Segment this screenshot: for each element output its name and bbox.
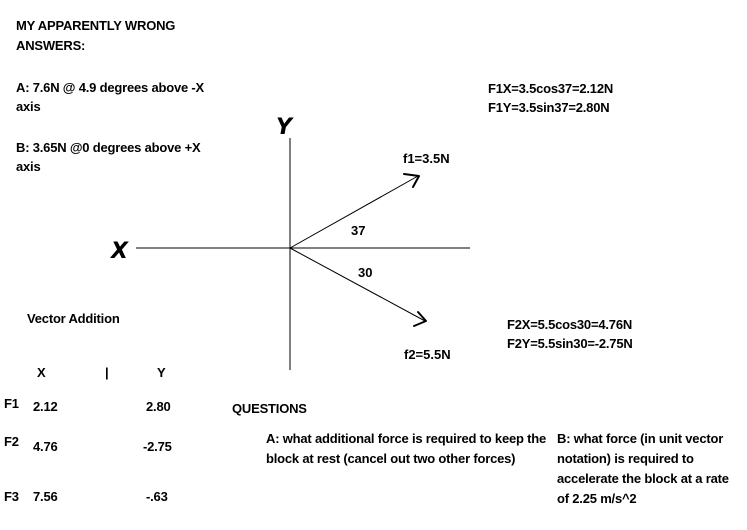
table-header-x: X	[37, 365, 46, 380]
table-row-f3-y: -.63	[146, 489, 168, 504]
table-row-f2-x: 4.76	[33, 439, 58, 454]
f1y-component: F1Y=3.5sin37=2.80N	[488, 100, 610, 115]
answer-a-line1: A: 7.6N @ 4.9 degrees above -X	[16, 80, 205, 95]
question-b: B: what force (in unit vector notation) is required to accelerate the block at a rate of 2.25 m/s^2	[557, 431, 729, 506]
question-a: A: what additional force is required to keep the block at rest (cancel out two other forces)	[266, 431, 547, 466]
table-row-f1-y: 2.80	[146, 399, 171, 414]
table-row-f1-x: 2.12	[33, 399, 58, 414]
answer-a-line2: axis	[16, 99, 41, 114]
answer-b-line1: B: 3.65N @0 degrees above +X	[16, 140, 201, 155]
angle2-label: 30	[358, 265, 373, 280]
answers-heading-line1: MY APPARENTLY WRONG	[16, 18, 176, 33]
f2-vector-line	[290, 248, 425, 321]
x-axis-label: X	[111, 239, 128, 264]
table-row-f2-label: F2	[4, 434, 19, 449]
f1-label: f1=3.5N	[403, 151, 450, 166]
f2x-component: F2X=5.5cos30=4.76N	[507, 317, 633, 332]
f2-arrowhead	[414, 312, 426, 326]
table-row-f3-label: F3	[4, 489, 19, 504]
table-row-f2-y: -2.75	[143, 439, 172, 454]
table-row-f1-label: F1	[4, 396, 19, 411]
f2y-component: F2Y=5.5sin30=-2.75N	[507, 336, 633, 351]
f1-arrowhead	[404, 174, 419, 187]
y-axis-label: Y	[276, 115, 292, 140]
answers-heading-line2: ANSWERS:	[16, 38, 86, 53]
f1x-component: F1X=3.5cos37=2.12N	[488, 81, 614, 96]
questions-title: QUESTIONS	[232, 401, 307, 416]
table-header-separator: |	[105, 365, 109, 380]
table-row-f3-x: 7.56	[33, 489, 58, 504]
angle1-label: 37	[351, 223, 366, 238]
f2-label: f2=5.5N	[404, 347, 451, 362]
answer-b-line2: axis	[16, 159, 41, 174]
vector-addition-title: Vector Addition	[27, 311, 120, 326]
table-header-y: Y	[157, 365, 166, 380]
